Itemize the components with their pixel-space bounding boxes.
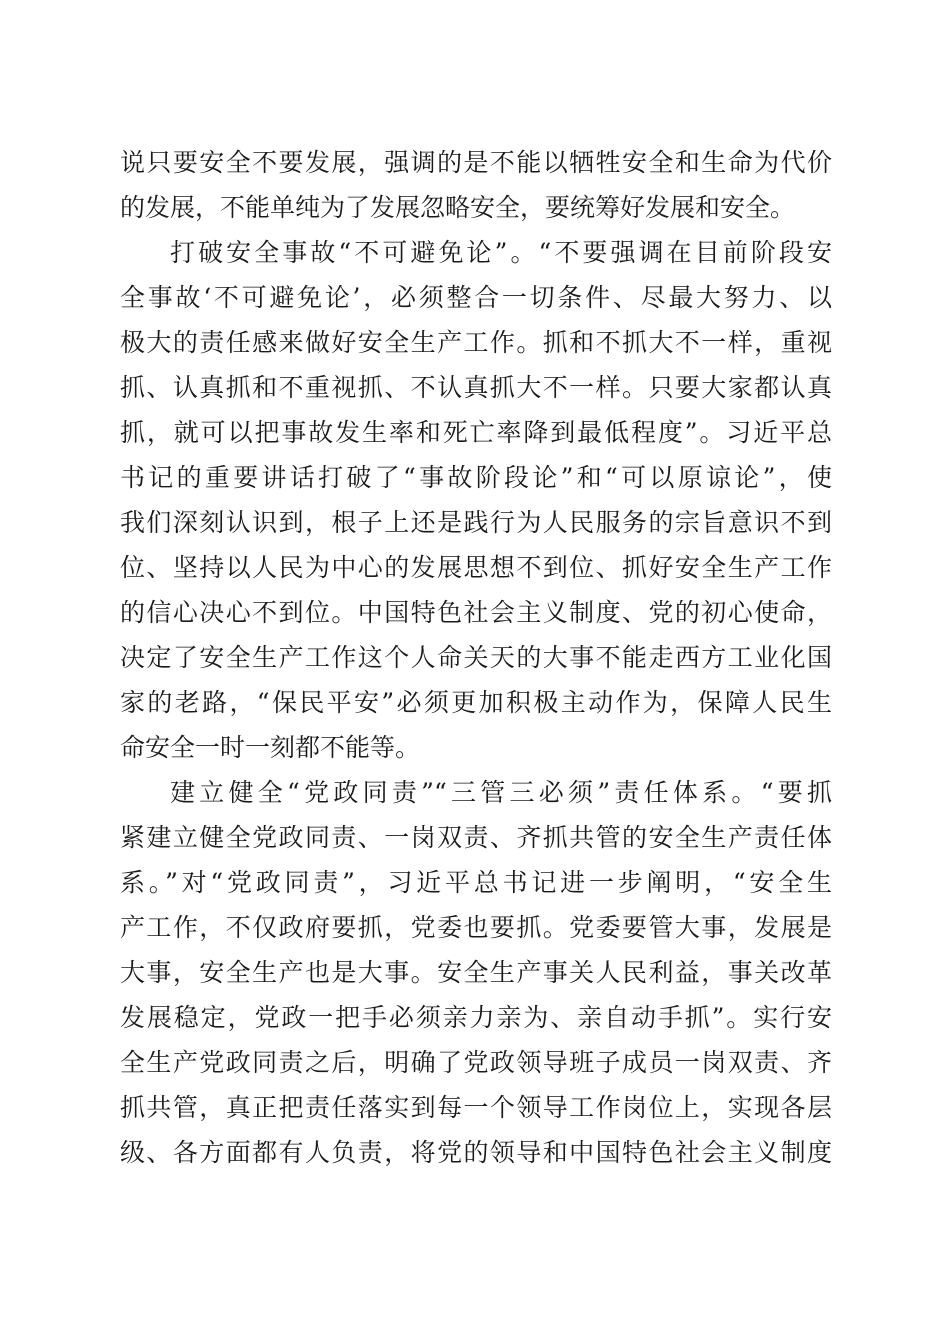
body-text — [120, 140, 832, 1175]
paragraph — [120, 140, 832, 230]
text-line: 的信心决心不到位。中国特色社会主义制度、党的初心使命， — [120, 598, 832, 627]
paragraph — [120, 230, 832, 770]
text-line: 的发展，不能单纯为了发展忽略安全，要统筹好发展和安全。 — [120, 193, 796, 222]
text-line: 大事，安全生产也是大事。安全生产事关人民利益，事关改革 — [120, 958, 832, 987]
paragraph — [120, 770, 832, 1175]
text-line: 全事故‘不可避免论’，必须整合一切条件、尽最大努力、以 — [120, 283, 832, 312]
text-line: 级、各方面都有人负责，将党的领导和中国特色社会主义制度 — [120, 1138, 832, 1167]
text-line: 发展稳定，党政一把手必须亲力亲为、亲自动手抓”。实行安 — [120, 1003, 832, 1032]
text-line: 位、坚持以人民为中心的发展思想不到位、抓好安全生产工作 — [120, 553, 832, 582]
text-line: 决定了安全生产工作这个人命关天的大事不能走西方工业化国 — [120, 643, 832, 672]
text-line: 全生产党政同责之后，明确了党政领导班子成员一岗双责、齐 — [120, 1048, 832, 1077]
text-line: 抓共管，真正把责任落实到每一个领导工作岗位上，实现各层 — [120, 1093, 832, 1122]
text-line: 命安全一时一刻都不能等。 — [120, 733, 421, 762]
text-line: 系。”对“党政同责”，习近平总书记进一步阐明，“安全生 — [120, 868, 832, 897]
text-line: 建立健全“党政同责”“三管三必须”责任体系。“要抓 — [170, 778, 832, 807]
text-line: 我们深刻认识到，根子上还是践行为人民服务的宗旨意识不到 — [120, 508, 832, 537]
text-line: 极大的责任感来做好安全生产工作。抓和不抓大不一样，重视 — [120, 328, 832, 357]
text-line: 书记的重要讲话打破了“事故阶段论”和“可以原谅论”，使 — [120, 463, 832, 492]
text-line: 家的老路，“保民平安”必须更加积极主动作为，保障人民生 — [120, 688, 832, 717]
text-line: 紧建立健全党政同责、一岗双责、齐抓共管的安全生产责任体 — [120, 823, 832, 852]
text-line: 打破安全事故“不可避免论”。“不要强调在目前阶段安 — [170, 238, 832, 267]
text-line: 抓，就可以把事故发生率和死亡率降到最低程度”。习近平总 — [120, 418, 832, 447]
text-line: 说只要安全不要发展，强调的是不能以牺牲安全和生命为代价 — [120, 148, 832, 177]
text-line: 抓、认真抓和不重视抓、不认真抓大不一样。只要大家都认真 — [120, 373, 832, 402]
text-line: 产工作，不仅政府要抓，党委也要抓。党委要管大事，发展是 — [120, 913, 832, 942]
